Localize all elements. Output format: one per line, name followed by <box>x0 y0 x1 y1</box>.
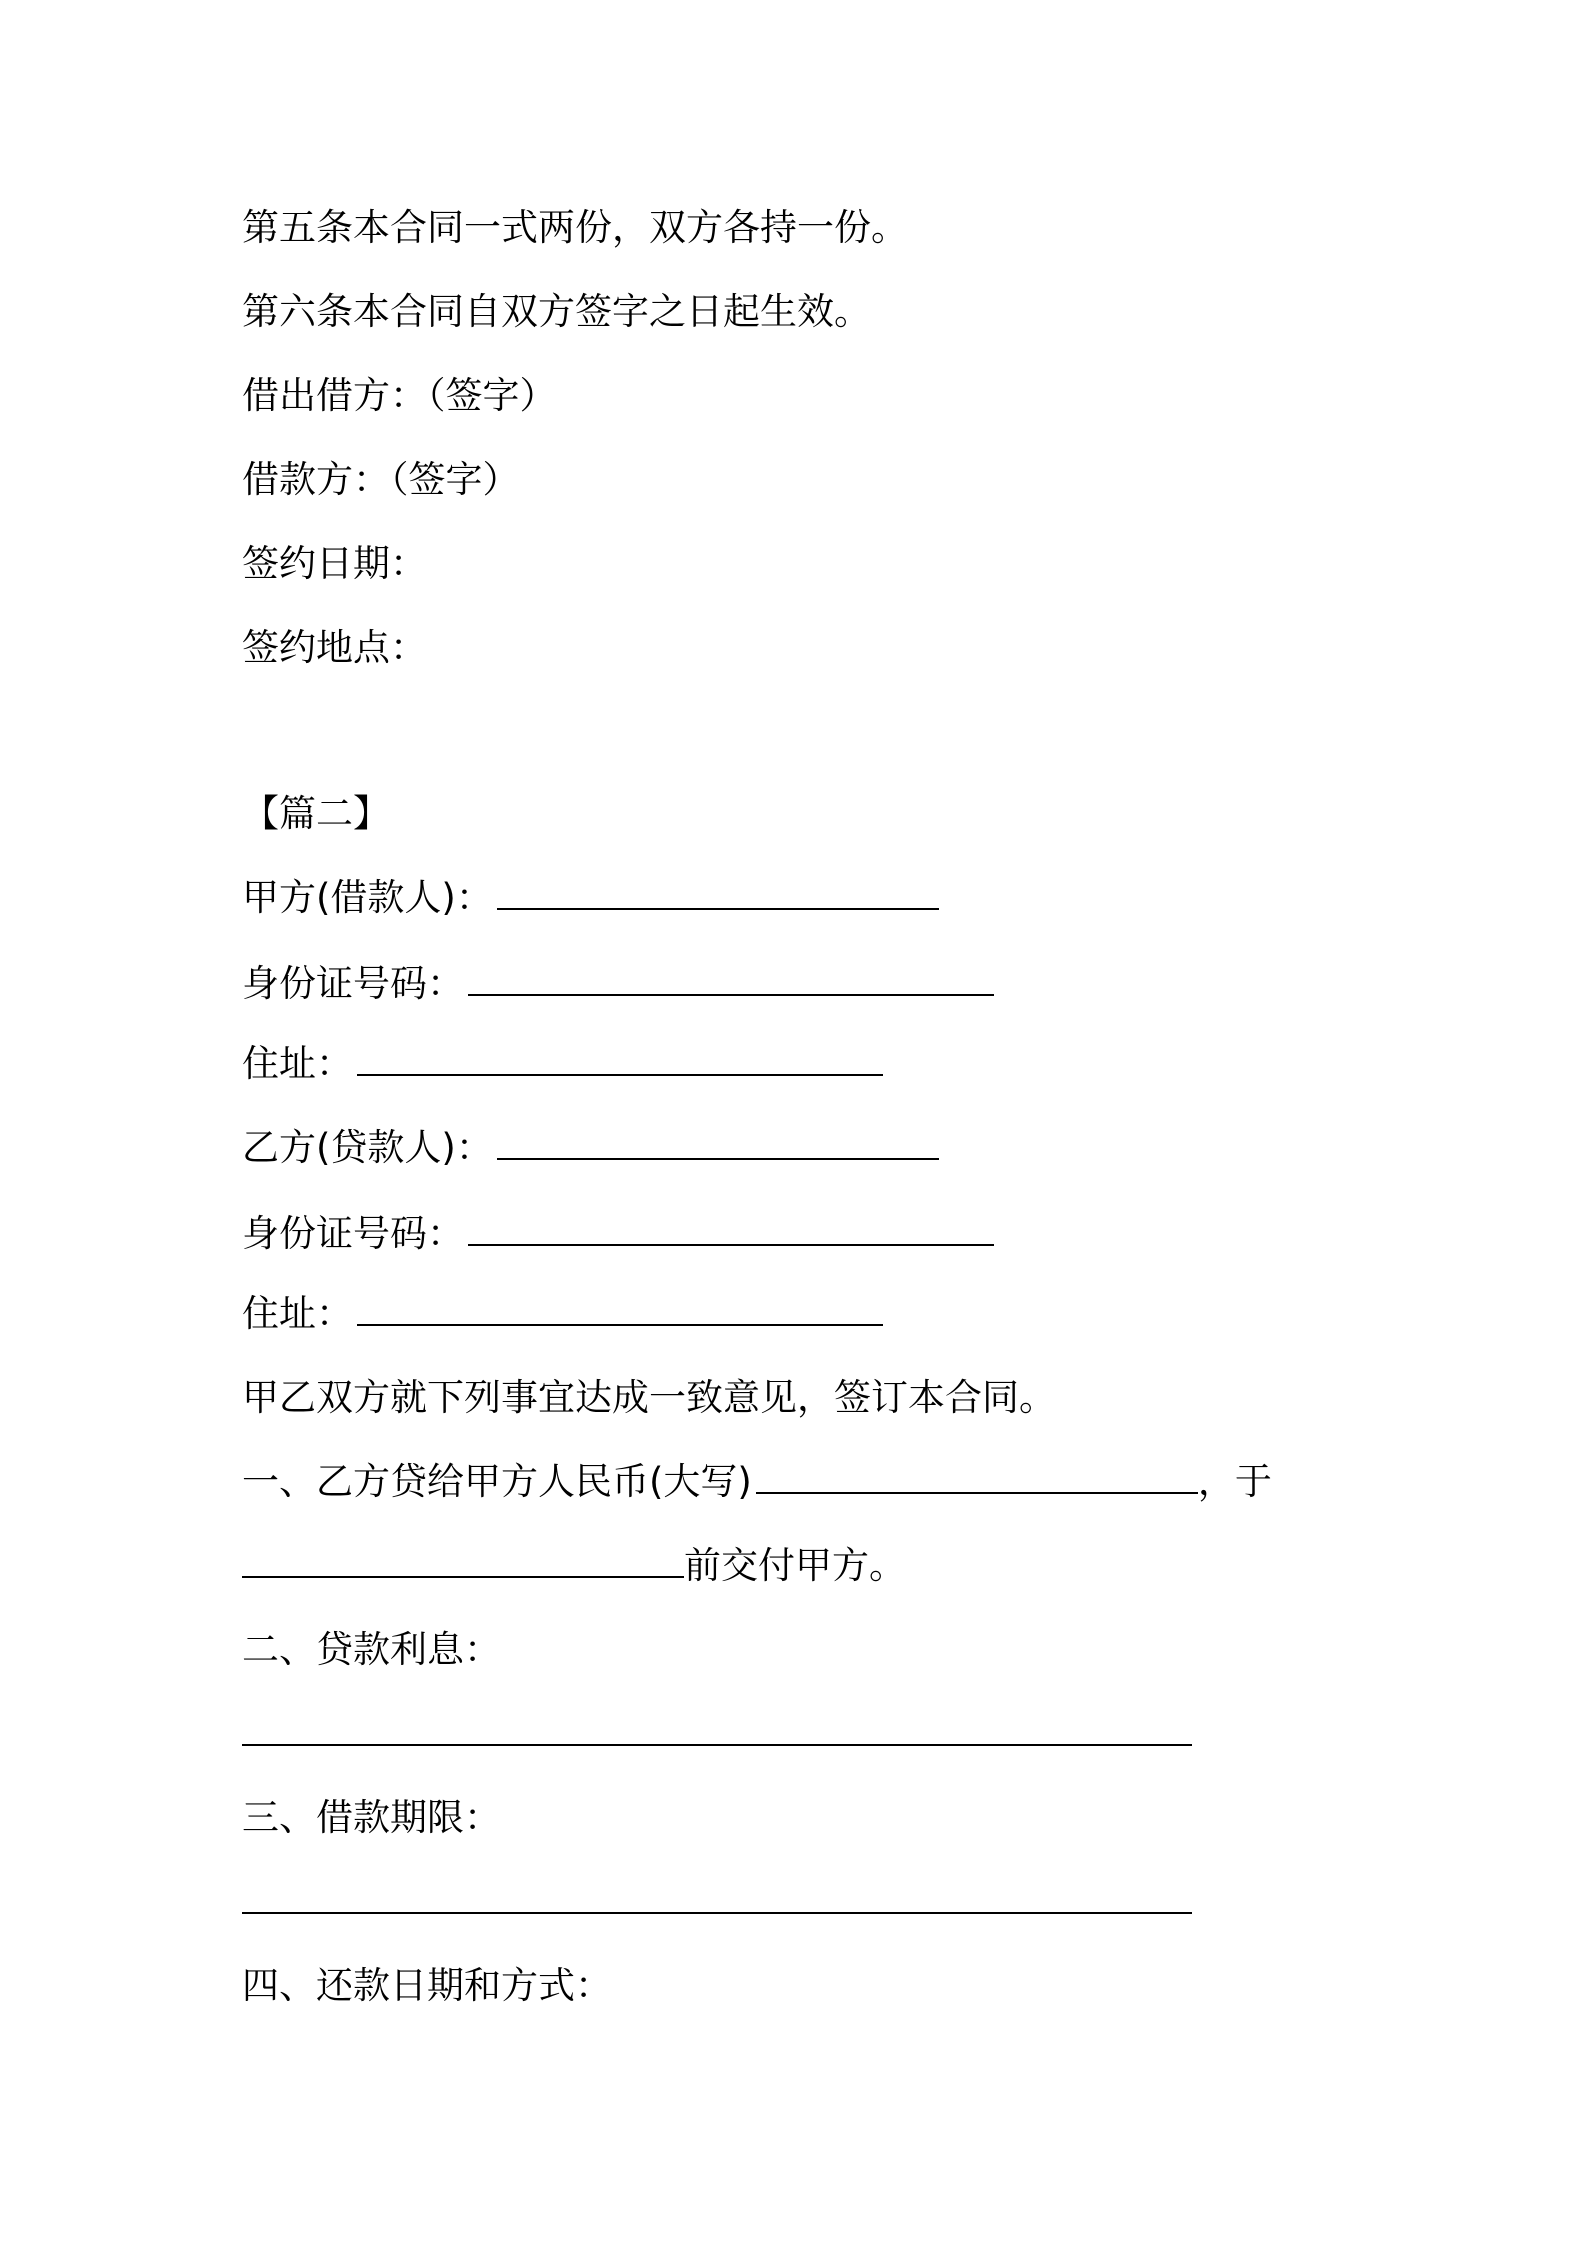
article-6: 第六条本合同自双方签字之日起生效。 <box>242 290 871 333</box>
lender-signature: 借出借方：（签字） <box>242 374 557 417</box>
party-a-id-row <box>242 960 994 1008</box>
article-5: 第五条本合同一式两份，双方各持一份。 <box>242 206 908 249</box>
interest-blank <box>242 1710 1192 1746</box>
borrower-signature: 借款方：（签字） <box>242 458 520 501</box>
party-b-label: 乙方(贷款人)： <box>242 1126 493 1169</box>
party-a-address-label: 住址： <box>242 1042 353 1085</box>
party-a-id-label: 身份证号码： <box>242 962 464 1005</box>
clause-1-line-2 <box>242 1542 906 1590</box>
clause-1-line-1 <box>242 1458 1272 1506</box>
party-a-address-row <box>242 1040 883 1088</box>
loan-amount-blank <box>756 1458 1198 1494</box>
agreement-intro: 甲乙双方就下列事宜达成一致意见，签订本合同。 <box>242 1376 1056 1419</box>
party-a-blank <box>497 874 939 910</box>
party-b-id-label: 身份证号码： <box>242 1212 464 1255</box>
clause-3-blank-row <box>242 1878 1192 1926</box>
party-a-label: 甲方(借款人)： <box>242 876 493 919</box>
clause-2: 二、贷款利息： <box>242 1628 501 1671</box>
term-blank <box>242 1878 1192 1914</box>
party-b-id-row <box>242 1210 994 1258</box>
party-b-address-row <box>242 1290 883 1338</box>
party-b-id-blank <box>468 1210 994 1246</box>
delivery-date-blank <box>242 1542 684 1578</box>
party-a-address-blank <box>357 1040 883 1076</box>
signing-place: 签约地点： <box>242 626 427 669</box>
party-a-row <box>242 874 939 922</box>
clause-4: 四、还款日期和方式： <box>242 1964 612 2007</box>
clause-1-suffix: ，于 <box>1197 1460 1272 1503</box>
party-b-address-label: 住址： <box>242 1292 353 1335</box>
clause-1-prefix: 一、乙方贷给甲方人民币(大写) <box>242 1460 752 1503</box>
party-a-id-blank <box>468 960 994 996</box>
clause-3: 三、借款期限： <box>242 1796 501 1839</box>
section-heading: 【篇二】 <box>242 792 390 835</box>
clause-1-line-2-suffix: 前交付甲方。 <box>684 1544 906 1587</box>
clause-2-blank-row <box>242 1710 1192 1758</box>
party-b-address-blank <box>357 1290 883 1326</box>
party-b-blank <box>497 1124 939 1160</box>
party-b-row <box>242 1124 939 1172</box>
signing-date: 签约日期： <box>242 542 427 585</box>
